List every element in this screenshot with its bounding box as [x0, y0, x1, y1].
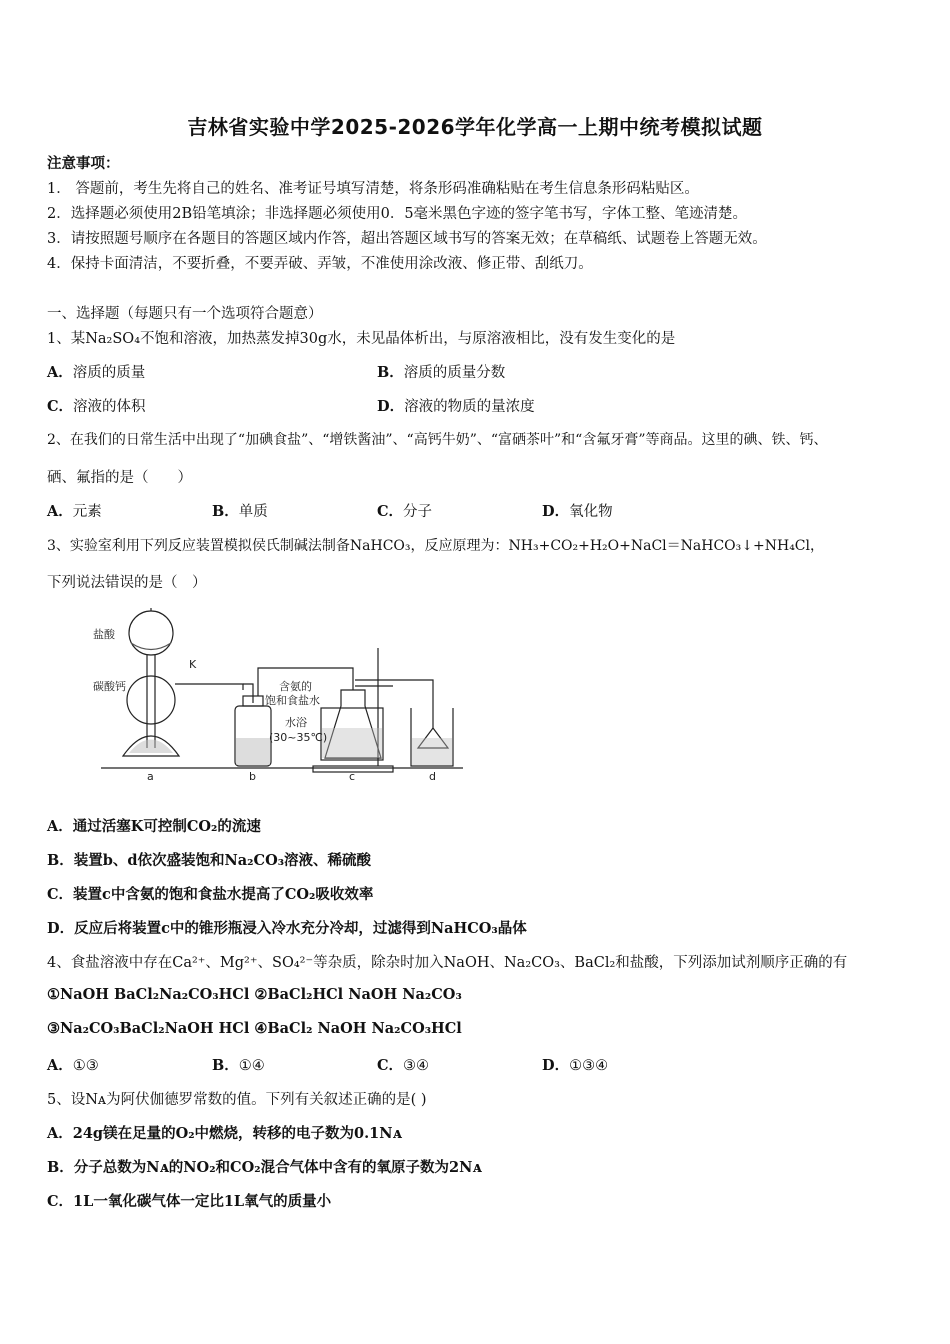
section-heading: 一、选择题（每题只有一个选项符合题意）: [47, 306, 323, 322]
notice-item-3: 3．请按照题号顺序在各题目的答题区域内作答，超出答题区域书写的答案无效；在草稿纸、试题卷上答题无效。: [47, 231, 767, 247]
question-5-stem: 5、设Nᴀ为阿伏伽德罗常数的值。下列有关叙述正确的是( ): [47, 1092, 427, 1108]
q3-option-d: D．反应后将装置c中的锥形瓶浸入冷水充分冷却，过滤得到NaHCO₃晶体: [47, 920, 527, 937]
label-caco3: 碳酸钙: [93, 680, 126, 693]
notice-item-2: 2．选择题必须使用2B铅笔填涂；非选择题必须使用0．5毫米黑色字迹的签字笔书写，字体工整、笔迹清楚。: [47, 206, 748, 222]
label-bath-1: 水浴: [285, 716, 307, 729]
q2-option-a: A．元素: [47, 503, 102, 520]
q3-option-b: B．装置b、d依次盛装饱和Na₂CO₃溶液、稀硫酸: [47, 852, 372, 869]
q1-option-a: A．溶质的质量: [47, 364, 146, 381]
notice-item-1: 1． 答题前，考生先将自己的姓名、准考证号填写清楚，将条形码准确粘贴在考生信息条形码粘贴区。: [47, 181, 699, 197]
q2-option-d: D．氧化物: [542, 503, 613, 520]
q4-option-a: A．①③: [47, 1057, 99, 1074]
q4-option-b: B．①④: [212, 1057, 265, 1074]
q1-option-b: B．溶质的质量分数: [377, 364, 506, 381]
label-hcl: 盐酸: [93, 628, 115, 641]
q1-option-c: C．溶液的体积: [47, 398, 146, 415]
label-b: b: [249, 770, 256, 783]
label-k: K: [189, 658, 197, 671]
apparatus-figure: [93, 608, 473, 788]
label-brine-2: 饱和食盐水: [265, 694, 320, 707]
question-1-stem: 1、某Na₂SO₄不饱和溶液，加热蒸发掉30g水，未见晶体析出，与原溶液相比，没有发生变化的是: [47, 331, 676, 347]
q2-option-c: C．分子: [377, 503, 433, 520]
notice-heading: 注意事项：: [47, 155, 120, 172]
q1-option-d: D．溶液的物质的量浓度: [377, 398, 535, 415]
question-3-stem-line2: 下列说法错误的是（ ）: [47, 575, 207, 591]
q3-option-c: C．装置c中含氨的饱和食盐水提高了CO₂吸收效率: [47, 886, 374, 903]
question-2-stem-line1: 2、在我们的日常生活中出现了“加碘食盐”、“增铁酱油”、“高钙牛奶”、“富硒茶叶”和“含氟牙膏”等商品。这里的碘、铁、钙、: [47, 432, 828, 448]
page-title: 吉林省实验中学2025-2026学年化学高一上期中统考模拟试题: [187, 115, 763, 139]
q2-option-b: B．单质: [212, 503, 268, 520]
label-d: d: [429, 770, 436, 783]
q5-option-c: C．1L一氧化碳气体一定比1L氧气的质量小: [47, 1193, 332, 1210]
q5-option-a: A．24g镁在足量的O₂中燃烧，转移的电子数为0.1Nᴀ: [47, 1125, 402, 1142]
q4-option-c: C．③④: [377, 1057, 430, 1074]
q4-option-d: D．①③④: [542, 1057, 609, 1074]
label-brine-1: 含氨的: [279, 680, 312, 693]
q3-option-a: A．通过活塞K可控制CO₂的流速: [47, 818, 261, 835]
label-bath-2: (30~35℃): [269, 731, 328, 744]
question-4-stem: 4、食盐溶液中存在Ca²⁺、Mg²⁺、SO₄²⁻等杂质，除杂时加入NaOH、Na₂CO₃、BaCl₂和盐酸，下列添加试剂顺序正确的有: [47, 955, 848, 971]
q4-sequence-line2: ③Na₂CO₃BaCl₂NaOH HCl ④BaCl₂ NaOH Na₂CO₃HCl: [47, 1020, 462, 1037]
label-a: a: [147, 770, 154, 783]
label-c: c: [349, 770, 356, 783]
question-3-stem-line1: 3、实验室利用下列反应装置模拟侯氏制碱法制备NaHCO₃，反应原理为：NH₃+CO₂+H₂O+NaCl＝NaHCO₃↓+NH₄Cl，: [47, 538, 824, 554]
q5-option-b: B．分子总数为Nᴀ的NO₂和CO₂混合气体中含有的氧原子数为2Nᴀ: [47, 1159, 482, 1176]
q4-sequence-line1: ①NaOH BaCl₂Na₂CO₃HCl ②BaCl₂HCl NaOH Na₂CO₃: [47, 986, 462, 1003]
notice-item-4: 4．保持卡面清洁，不要折叠，不要弄破、弄皱，不准使用涂改液、修正带、刮纸刀。: [47, 256, 593, 272]
question-2-stem-line2: 硒、氟指的是（ ）: [47, 470, 192, 486]
